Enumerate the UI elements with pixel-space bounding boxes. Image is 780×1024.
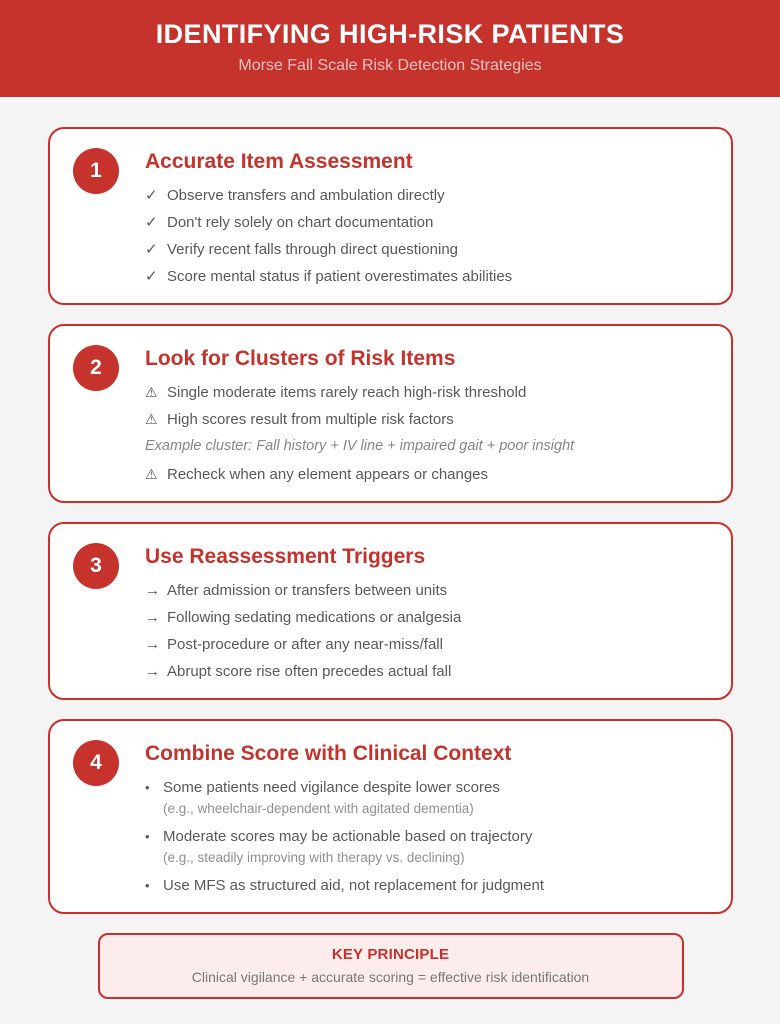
page-subtitle: Morse Fall Scale Risk Detection Strategies — [238, 57, 542, 75]
section-card-score-with-clinical-context — [48, 719, 733, 914]
check-icon: ✓ — [145, 187, 158, 205]
item-text: Verify recent falls through direct questioning — [167, 241, 458, 259]
step-number-badge: 3 — [73, 543, 119, 589]
warning-icon: ⚠ — [145, 384, 158, 401]
check-icon: ✓ — [145, 214, 158, 232]
page-title: IDENTIFYING HIGH-RISK PATIENTS — [155, 19, 625, 49]
section-card-accurate-item-assessment — [48, 127, 733, 305]
arrow-right-icon: → — [145, 663, 160, 681]
section-card-clusters-of-risk-items — [48, 324, 733, 503]
item-text: Following sedating medications or analgesia — [167, 609, 462, 627]
list-item-example: (e.g., steadily improving with therapy vs. declining) — [163, 850, 465, 866]
item-text: High scores result from multiple risk factors — [167, 411, 454, 429]
item-list — [145, 778, 707, 895]
item-text: Observe transfers and ambulation directly — [167, 187, 445, 205]
content-area — [0, 97, 780, 999]
key-principle-box — [98, 933, 684, 999]
item-list — [145, 383, 707, 484]
key-principle-title: KEY PRINCIPLE — [331, 946, 450, 964]
example-cluster-note — [145, 437, 707, 456]
item-text: Recheck when any element appears or changes — [167, 466, 489, 484]
list-item — [145, 662, 707, 681]
list-item — [145, 635, 707, 654]
bullet-icon: • — [145, 780, 150, 796]
list-item — [145, 213, 707, 232]
list-item — [145, 410, 707, 429]
item-text: After admission or transfers between units — [167, 582, 448, 600]
section-body — [145, 542, 707, 689]
item-text: Some patients need vigilance despite lower scores — [163, 779, 500, 797]
section-title: Combine Score with Clinical Context — [145, 742, 512, 766]
list-item — [145, 383, 707, 402]
section-body — [145, 147, 707, 294]
check-icon: ✓ — [145, 241, 158, 259]
arrow-right-icon: → — [145, 636, 160, 654]
warning-icon: ⚠ — [145, 466, 158, 483]
key-principle-text: Clinical vigilance + accurate scoring = effective risk identification — [191, 969, 590, 986]
list-item — [145, 778, 707, 797]
item-text: Abrupt score rise often precedes actual fall — [167, 663, 452, 681]
section-title: Use Reassessment Triggers — [145, 545, 426, 569]
list-item — [145, 876, 707, 895]
step-number-badge: 1 — [73, 148, 119, 194]
item-list — [145, 581, 707, 681]
list-item — [145, 267, 707, 286]
bullet-icon: • — [145, 829, 150, 845]
item-text: Use MFS as structured aid, not replacement for judgment — [163, 877, 545, 895]
item-list — [145, 186, 707, 286]
item-text: Example cluster: Fall history + IV line + impaired gait + poor insight — [145, 438, 575, 455]
section-body — [145, 739, 707, 903]
item-text: Don't rely solely on chart documentation — [167, 214, 434, 232]
section-card-reassessment-triggers — [48, 522, 733, 700]
page-header — [0, 0, 780, 97]
item-text: Post-procedure or after any near-miss/fall — [167, 636, 443, 654]
list-item — [145, 240, 707, 259]
list-item — [145, 465, 707, 484]
list-item — [145, 581, 707, 600]
item-text: Score mental status if patient overestimates abilities — [167, 268, 513, 286]
list-item — [145, 186, 707, 205]
item-text: Moderate scores may be actionable based on trajectory — [163, 828, 533, 846]
arrow-right-icon: → — [145, 609, 160, 627]
step-number-badge: 2 — [73, 345, 119, 391]
list-item — [145, 608, 707, 627]
section-title: Accurate Item Assessment — [145, 150, 413, 173]
check-icon: ✓ — [145, 268, 158, 286]
list-item-example: (e.g., wheelchair-dependent with agitated dementia) — [163, 801, 474, 817]
arrow-right-icon: → — [145, 582, 160, 600]
warning-icon: ⚠ — [145, 411, 158, 428]
bullet-icon: • — [145, 878, 150, 894]
list-item — [145, 827, 707, 846]
section-body — [145, 344, 707, 492]
section-title: Look for Clusters of Risk Items — [145, 347, 456, 371]
item-text: Single moderate items rarely reach high-risk threshold — [167, 384, 527, 402]
step-number-badge: 4 — [73, 740, 119, 786]
